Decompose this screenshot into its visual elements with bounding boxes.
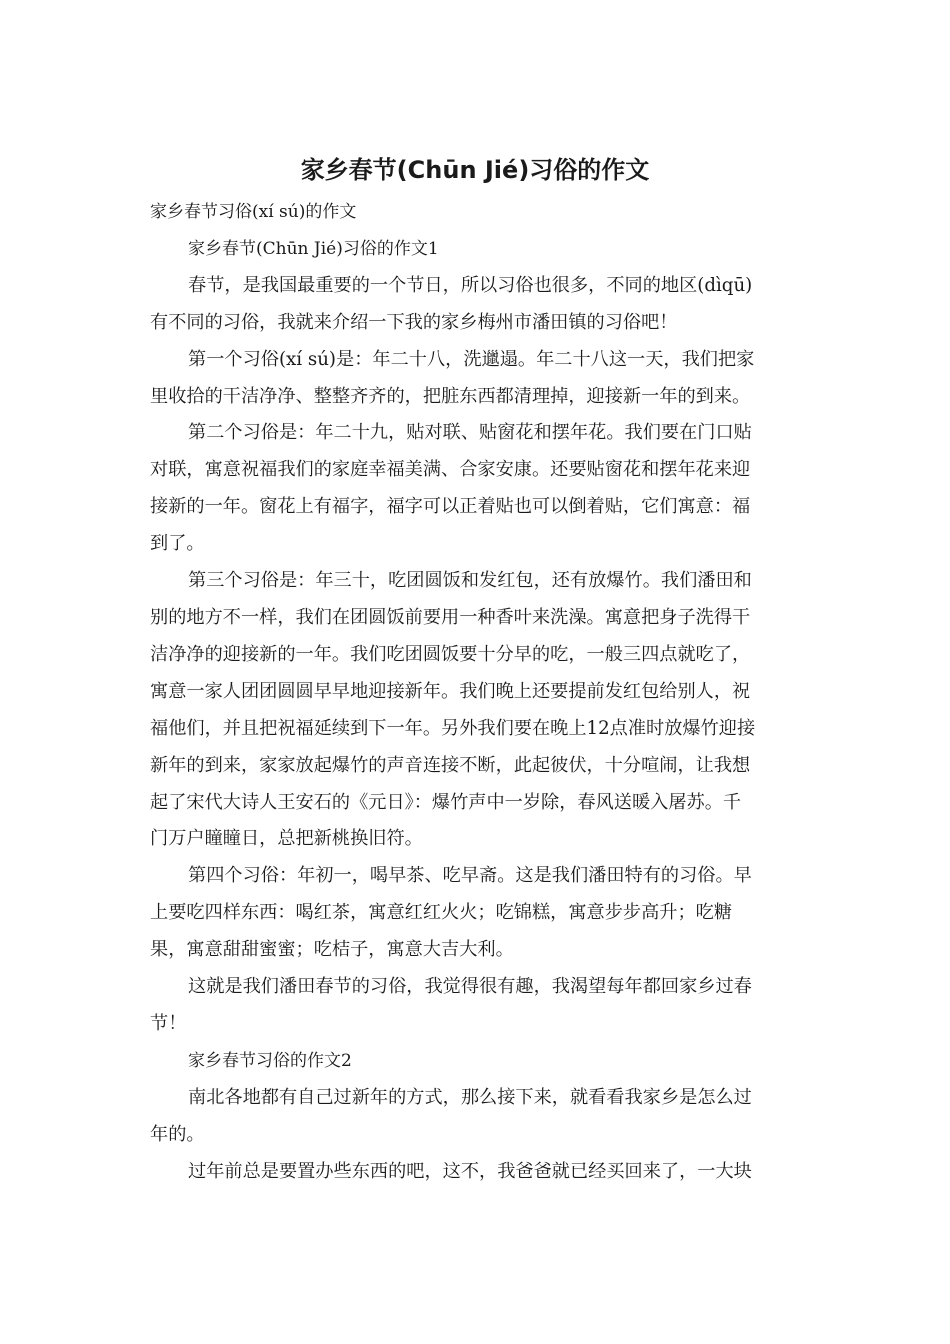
- paragraph-line: 果，寓意甜甜蜜蜜；吃桔子，寓意大吉大利。: [150, 939, 514, 961]
- essay-2-heading: 家乡春节习俗的作文2: [188, 1050, 352, 1071]
- essay-heading: 家乡春节习俗(xí sú)的作文: [150, 202, 357, 222]
- paragraph-line: 有不同的习俗，我就来介绍一下我的家乡梅州市潘田镇的习俗吧！: [150, 311, 678, 333]
- document-title: 家乡春节(Chūn Jié)习俗的作文: [300, 156, 650, 184]
- paragraph-line: 第二个习俗是：年二十九，贴对联、贴窗花和摆年花。我们要在门口贴: [188, 422, 752, 444]
- essay-1-heading: 家乡春节(Chūn Jié)习俗的作文1: [188, 238, 439, 259]
- paragraph-line: 节！: [150, 1012, 187, 1034]
- paragraph-line: 门万户瞳瞳日，总把新桃换旧符。: [150, 828, 423, 850]
- paragraph-line: 福他们，并且把祝福延续到下一年。另外我们要在晚上12点准时放爆竹迎接: [150, 717, 756, 739]
- paragraph-line: 新年的到来，家家放起爆竹的声音连接不断，此起彼伏，十分喧闹，让我想: [150, 754, 751, 776]
- paragraph-line: 第四个习俗：年初一，喝早茶、吃早斋。这是我们潘田特有的习俗。早: [188, 865, 752, 887]
- paragraph-line: 上要吃四样东西：喝红茶，寓意红红火火；吃锦糕，寓意步步高升；吃糖: [150, 902, 733, 924]
- paragraph-line: 对联，寓意祝福我们的家庭幸福美满、合家安康。还要贴窗花和摆年花来迎: [150, 459, 751, 481]
- paragraph-line: 接新的一年。窗花上有福字，福字可以正着贴也可以倒着贴，它们寓意：福: [150, 496, 751, 518]
- paragraph-line: 年的。: [150, 1123, 205, 1145]
- paragraph-line: 里收拾的干洁净净、整整齐齐的，把脏东西都清理掉，迎接新一年的到来。: [150, 385, 751, 407]
- paragraph-line: 起了宋代大诗人王安石的《元日》：爆竹声中一岁除，春风送暖入屠苏。千: [150, 791, 742, 813]
- document-body: [150, 194, 795, 1190]
- paragraph-line: 南北各地都有自己过新年的方式，那么接下来，就看看我家乡是怎么过: [188, 1086, 752, 1108]
- paragraph-line: 别的地方不一样，我们在团圆饭前要用一种香叶来洗澡。寓意把身子洗得干: [150, 606, 751, 628]
- paragraph-line: 到了。: [150, 533, 205, 555]
- paragraph-line: 第三个习俗是：年三十，吃团圆饭和发红包，还有放爆竹。我们潘田和: [188, 570, 752, 592]
- paragraph-line: 春节，是我国最重要的一个节日，所以习俗也很多，不同的地区(dìqū): [188, 274, 753, 296]
- paragraph-line: 这就是我们潘田春节的习俗，我觉得很有趣，我渴望每年都回家乡过春: [188, 976, 752, 998]
- paragraph-line: 洁净净的迎接新的一年。我们吃团圆饭要十分早的吃，一般三四点就吃了，: [150, 643, 751, 665]
- paragraph-line: 寓意一家人团团圆圆早早地迎接新年。我们晚上还要提前发红包给别人，祝: [150, 680, 751, 702]
- paragraph-line: 过年前总是要置办些东西的吧，这不，我爸爸就已经买回来了，一大块: [188, 1160, 752, 1182]
- paragraph-line: 第一个习俗(xí sú)是：年二十八，洗邋遢。年二十八这一天，我们把家: [188, 348, 755, 370]
